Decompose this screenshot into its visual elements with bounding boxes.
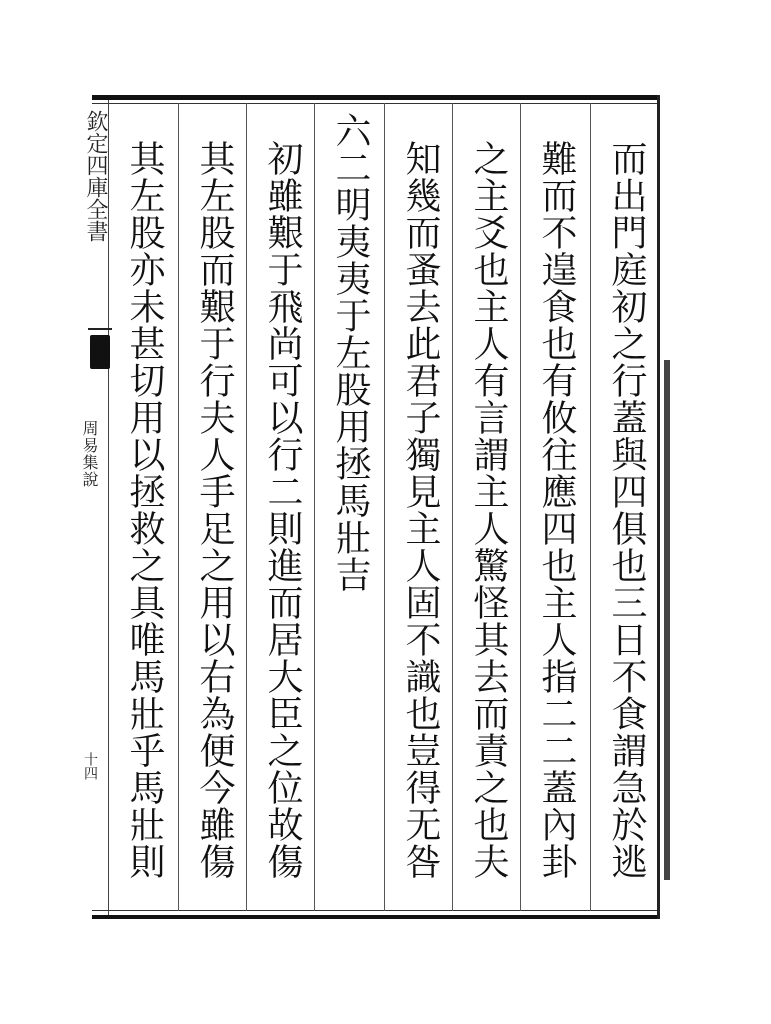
text-column-3: 之主爻也主人有言謂主人驚怪其去而責之也夫 — [468, 140, 509, 880]
gutter-series-title: 欽定四庫全書 — [83, 110, 108, 242]
column-divider — [246, 103, 247, 911]
text-column-1: 而出門庭初之行蓋與四俱也三日不食謂急於逃 — [606, 140, 647, 880]
column-divider — [314, 103, 315, 911]
frame-right-shadow — [664, 360, 670, 880]
column-divider — [452, 103, 453, 911]
text-column-6: 初雖艱于飛尚可以行二則進而居大臣之位故傷 — [262, 140, 303, 880]
gutter-page-number: 十四 — [82, 752, 98, 780]
text-column-7: 其左股而艱于行夫人手足之用以右為便今雖傷 — [194, 140, 235, 880]
column-divider — [590, 103, 591, 911]
column-divider — [520, 103, 521, 911]
frame-left-border — [108, 100, 109, 915]
gutter-book-title: 周易集說 — [80, 420, 99, 488]
text-column-5-heading: 六二明夷夷于左股用拯馬壯吉 — [330, 112, 371, 593]
gutter-fishtail-mark — [90, 335, 110, 369]
gutter-fishtail-line — [88, 328, 112, 330]
frame-bottom-thick-rule — [92, 915, 660, 919]
frame-right-border — [657, 95, 660, 919]
text-column-2: 難而不遑食也有攸往應四也主人指二二蓋內卦 — [536, 140, 577, 880]
column-divider — [384, 103, 385, 911]
frame-top-thick-rule — [92, 95, 660, 100]
text-column-8: 其左股亦未甚切用以拯救之具唯馬壯乎馬壯則 — [124, 140, 165, 880]
text-column-4: 知幾而蚤去此君子獨見主人固不識也豈得无咎 — [400, 140, 441, 880]
column-divider — [178, 103, 179, 911]
